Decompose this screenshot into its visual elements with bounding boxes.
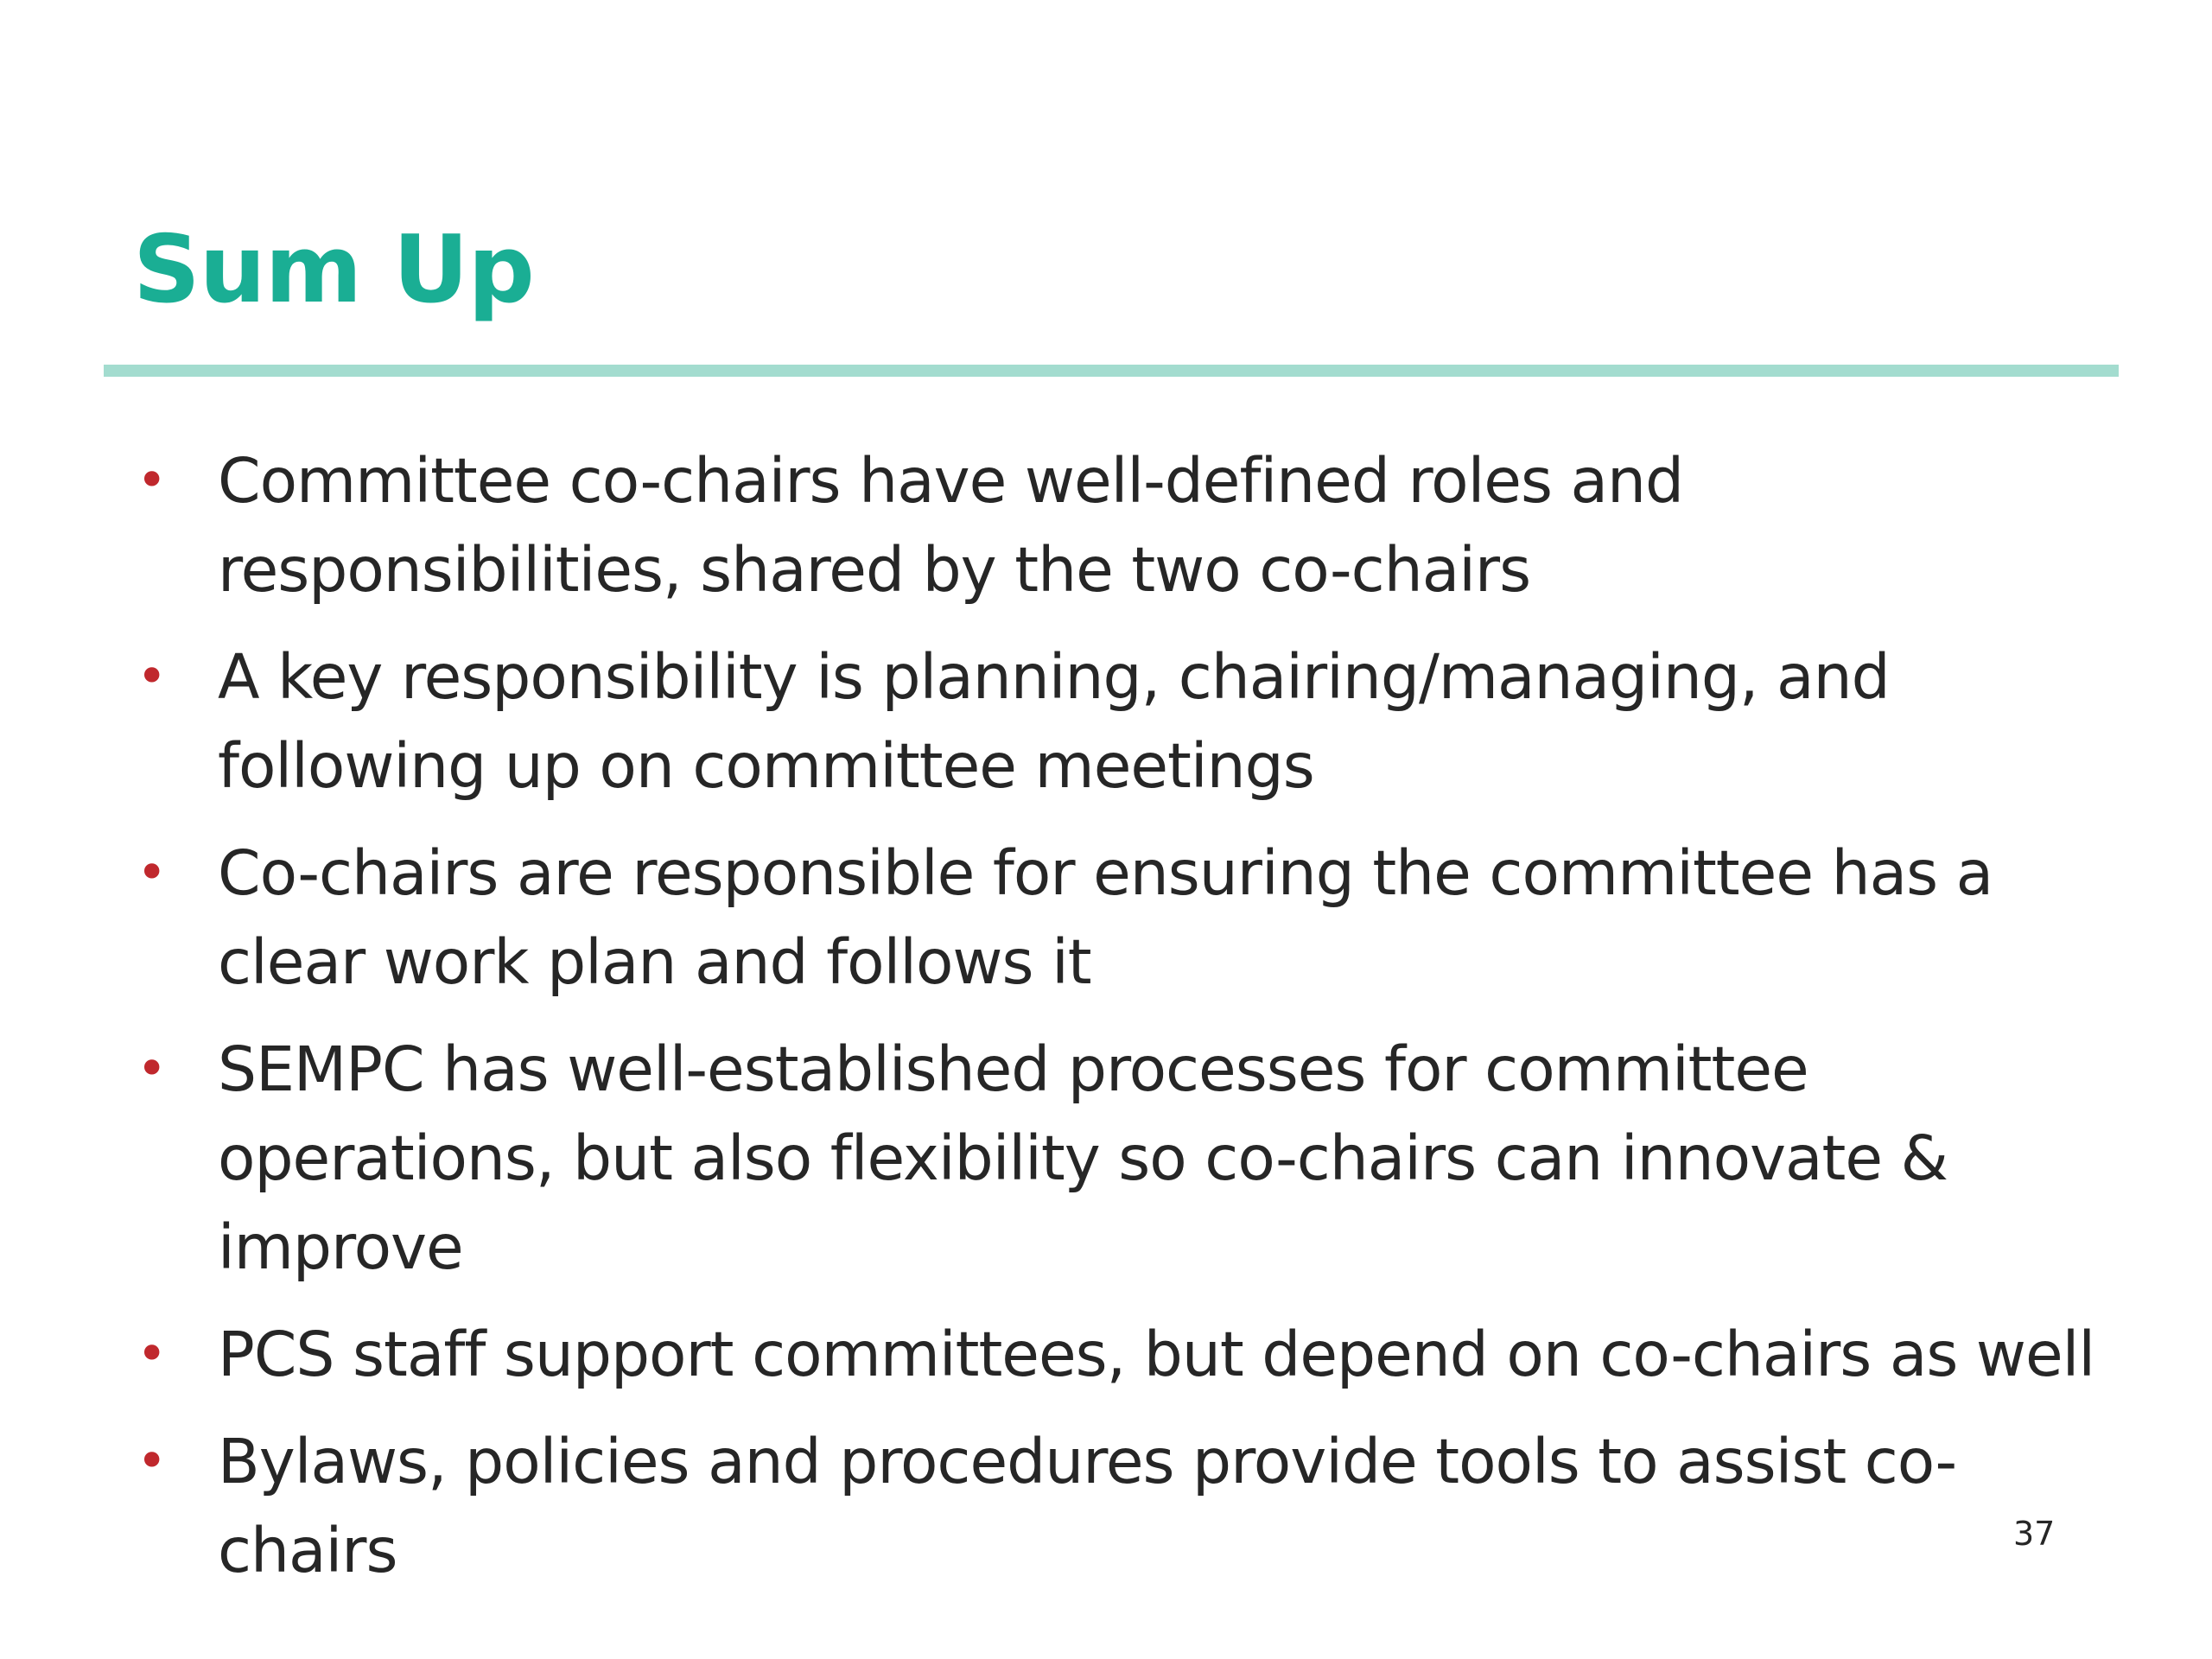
- bullet-text: SEMPC has well-established processes for committee operations, but also flexibility so co-chairs can innovate & improve: [218, 1033, 1948, 1283]
- bullet-item: [133, 1310, 2120, 1399]
- bullet-text: Bylaws, policies and procedures provide tools to assist co-chairs: [218, 1426, 1957, 1586]
- bullet-item: [133, 436, 2120, 614]
- bullet-list: [133, 436, 2120, 1613]
- page-number: 37: [2013, 1515, 2056, 1553]
- bullet-item: [133, 1417, 2120, 1595]
- bullet-text: Committee co-chairs have well-defined roles and responsibilities, shared by the two co-chairs: [218, 445, 1684, 606]
- slide-title: Sum Up: [133, 216, 534, 324]
- bullet-icon: •: [137, 1324, 167, 1384]
- bullet-item: [133, 1025, 2120, 1292]
- bullet-icon: •: [137, 646, 167, 707]
- bullet-text: Co-chairs are responsible for ensuring the committee has a clear work plan and follows it: [218, 837, 1993, 998]
- bullet-text: PCS staff support committees, but depend on co-chairs as well: [218, 1319, 2095, 1390]
- bullet-item: [133, 632, 2120, 810]
- bullet-icon: •: [137, 1039, 167, 1099]
- bullet-icon: •: [137, 842, 167, 903]
- bullet-icon: •: [137, 1431, 167, 1491]
- bullet-icon: •: [137, 450, 167, 511]
- bullet-text: A key responsibility is planning, chairing/managing, and following up on committee meetings: [218, 641, 1890, 802]
- title-divider: [104, 365, 2119, 377]
- bullet-item: [133, 829, 2120, 1007]
